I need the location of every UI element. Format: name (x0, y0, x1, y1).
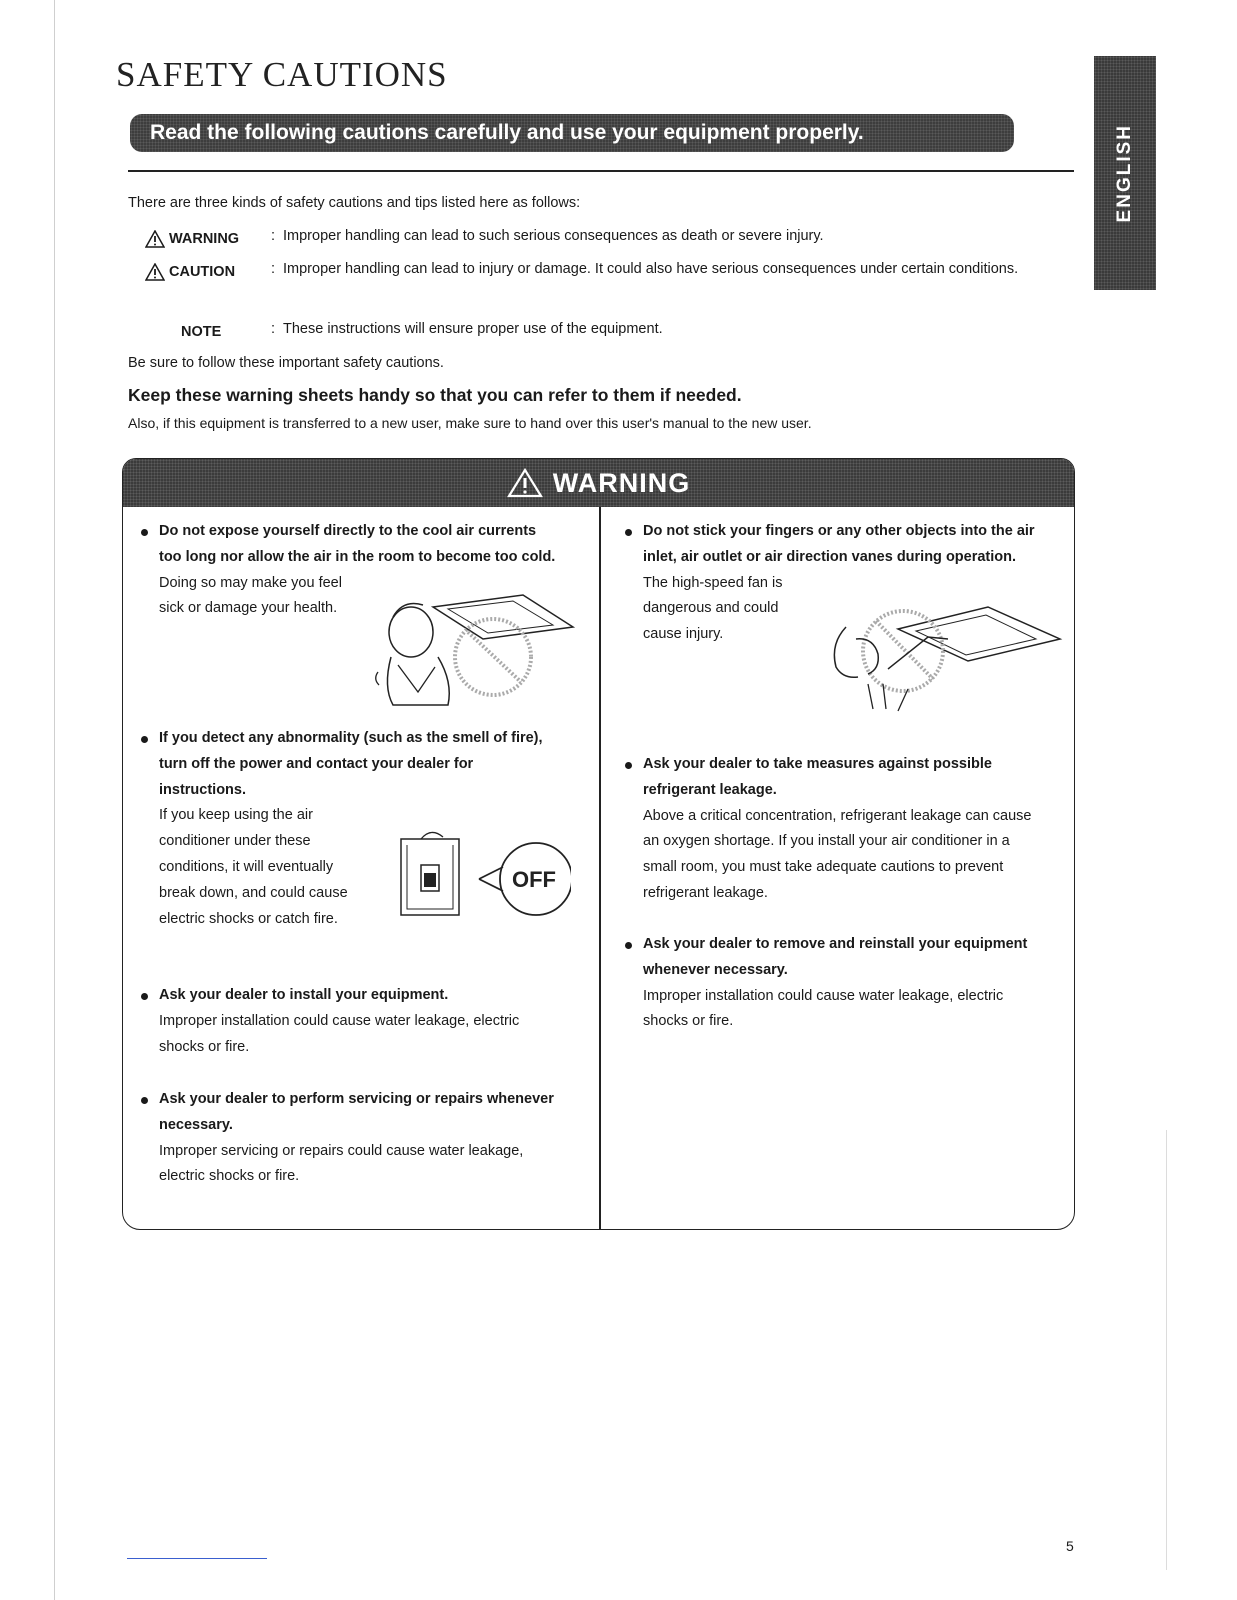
item-body: Improper installation could cause water leakage, electric shocks or fire. (159, 1012, 520, 1055)
kind-label-warning (145, 228, 263, 249)
item-head: Do not expose yourself directly to the cool air currents too long nor allow the air in the room to become too cold. (141, 519, 561, 571)
kind-desc: Improper handling can lead to injury or damage. It could also have serious consequences under certain conditions. (283, 261, 1019, 277)
also-text: Also, if this equipment is transferred to a new user, make sure to hand over this user's manual to the new user. (128, 415, 812, 431)
item-body: Above a critical concentration, refrigerant leakage can cause an oxygen shortage. If you install your air conditioner in a small room, you must take adequate cautions to prevent refrigerant leakage. (643, 807, 1032, 901)
column-divider (599, 507, 601, 1230)
kind-label-text: WARNING (169, 230, 240, 247)
item-body: Doing so may make you feel sick or damage your health. (159, 574, 342, 617)
kind-row-note (145, 321, 1023, 342)
item-head: If you detect any abnormality (such as the smell of fire), turn off the power and contact your dealer for instructions. (141, 726, 561, 803)
item-body: The high-speed fan is dangerous and could cause injury. (643, 574, 783, 643)
language-tab (1094, 56, 1156, 290)
kind-desc: Improper handling can lead to such serious consequences as death or severe injury. (283, 228, 824, 244)
item-head: Ask your dealer to take measures against possible refrigerant leakage. (625, 752, 1045, 804)
kind-label-caution (145, 261, 263, 282)
intro-text: There are three kinds of safety cautions and tips listed here as follows: (128, 195, 581, 211)
banner-text: Read the following cautions carefully and use your equipment properly. (150, 121, 864, 144)
item-body: If you keep using the air conditioner under these conditions, it will eventually break down, and could cause electric shocks or catch fire. (159, 807, 348, 927)
header-rule (128, 170, 1074, 172)
caution-triangle-icon (145, 263, 165, 281)
kind-label-note: NOTE (181, 323, 222, 340)
kind-sep: : (271, 321, 276, 337)
page-title: SAFETY CAUTIONS (116, 55, 448, 94)
warning-triangle-icon (507, 468, 543, 498)
kind-desc: These instructions will ensure proper use of the equipment. (283, 321, 663, 337)
item-head: Ask your dealer to install your equipment. (141, 983, 561, 1009)
fingers-in-vent-illustration (828, 599, 1063, 714)
list-item (141, 1087, 561, 1190)
warning-triangle-icon (145, 230, 165, 248)
follow-text: Be sure to follow these important safety cautions. (128, 355, 444, 371)
cold-air-person-illustration (373, 587, 578, 712)
footer-line (127, 1558, 267, 1559)
warning-header-text: WARNING (552, 467, 691, 498)
list-item (625, 932, 1045, 1035)
item-body: Improper installation could cause water leakage, electric shocks or fire. (643, 987, 1004, 1030)
margin-line (54, 0, 55, 1600)
margin-line-right (1166, 1130, 1167, 1570)
list-item (141, 983, 561, 1060)
kind-row-warning (145, 228, 1023, 249)
keep-heading: Keep these warning sheets handy so that you can refer to them if needed. (128, 385, 742, 405)
instruction-banner (130, 114, 1014, 152)
warning-header (123, 459, 1074, 507)
item-head: Ask your dealer to perform servicing or repairs whenever necessary. (141, 1087, 561, 1139)
language-tab-label: ENGLISH (1114, 123, 1135, 223)
page-number: 5 (1066, 1538, 1074, 1554)
kind-label-text: CAUTION (169, 263, 236, 280)
kind-row-caution (145, 261, 1023, 282)
item-body: Improper servicing or repairs could cause water leakage, electric shocks or fire. (159, 1142, 524, 1185)
kind-sep: : (271, 228, 276, 244)
item-head: Do not stick your fingers or any other objects into the air inlet, air outlet or air direction vanes during operation. (625, 519, 1045, 571)
list-item (625, 752, 1045, 907)
off-label: OFF (512, 867, 556, 892)
item-head: Ask your dealer to remove and reinstall your equipment whenever necessary. (625, 932, 1045, 984)
kind-sep: : (271, 261, 276, 277)
warning-box (122, 458, 1075, 1230)
power-switch-off-illustration (391, 827, 571, 932)
